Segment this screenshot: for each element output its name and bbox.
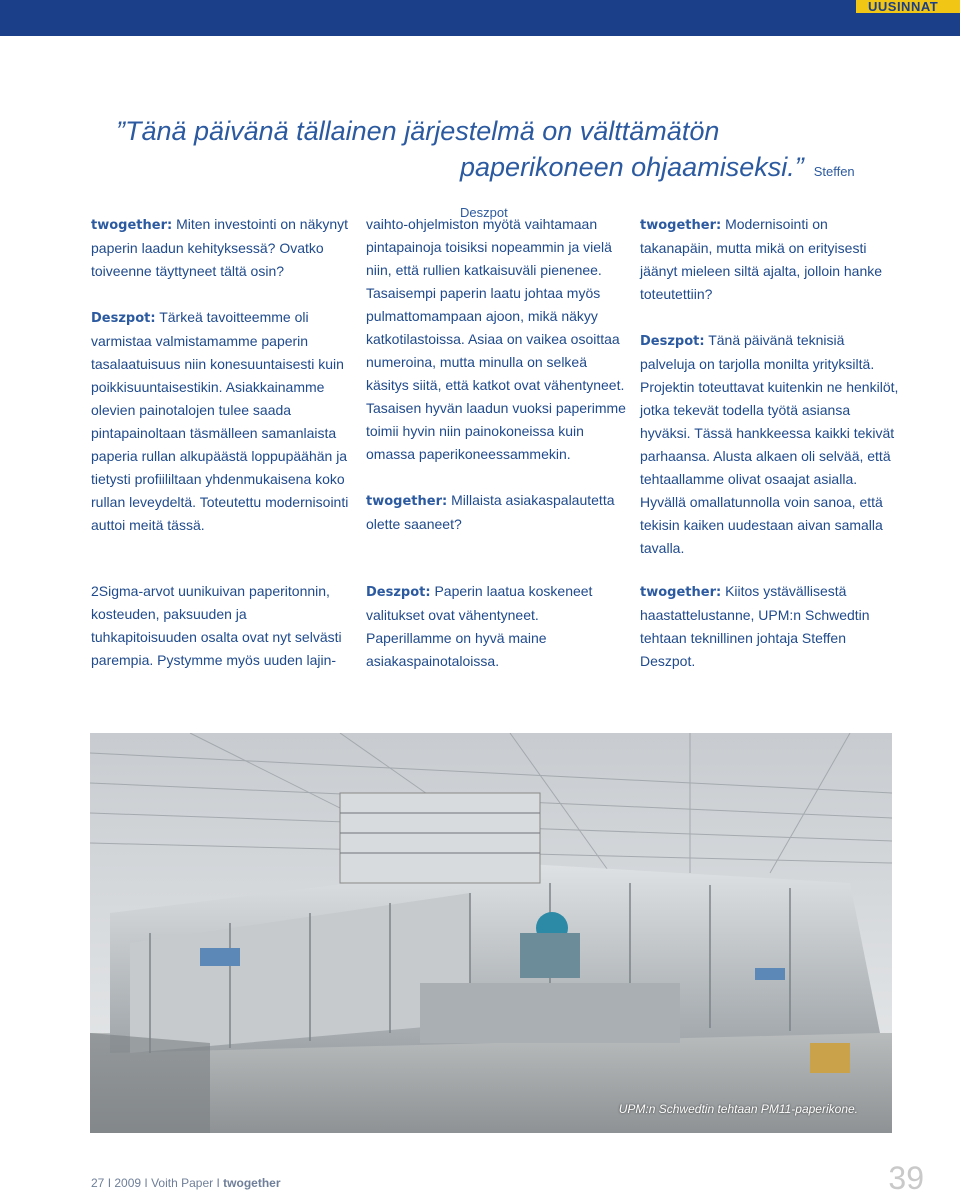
publisher: Voith Paper bbox=[151, 1176, 214, 1190]
column-3 bbox=[640, 213, 902, 560]
separator: I bbox=[213, 1176, 224, 1190]
speaker-label: twogether: bbox=[640, 218, 722, 233]
speaker-label: Deszpot: bbox=[640, 334, 705, 349]
separator: I bbox=[141, 1176, 152, 1190]
paragraph-text: Tänä päivänä teknisiä palveluja on tarjolla monilta yrityksiltä. Projektin toteuttavat kuitenkin ne henkilöt, jotka tekevät todella työtä asiansa hyväksi. Tässä hankkeessa kaikki tekivät parhaansa. Alusta alkaen oli selvää, että tehtaallamme olivat osaajat asialla. Hyvällä omallatunnolla voin sanoa, että tekisin kaiken uudestaan aivan samalla tavalla. bbox=[640, 332, 899, 556]
separator: I bbox=[104, 1176, 115, 1190]
paragraph bbox=[640, 580, 902, 673]
paper-machine-illustration bbox=[90, 733, 892, 1133]
footer bbox=[91, 1176, 281, 1190]
speaker-label: Deszpot: bbox=[366, 585, 431, 600]
paragraph bbox=[91, 580, 353, 672]
paragraph-text: Tärkeä tavoitteemme oli varmistaa valmistamamme paperin tasalaatuisuus niin konesuuntaisesti kuin poikkisuuntaisestikin. Asiakkainamme olevien painotalojen tulee saada pintapainoltaan täsmälleen samanlaista paperia rullan alkupäästä loppupäähän ja tietysti profiililtaan yhdenmukaisena koko rullan leveydeltä. Toteutettu modernisointi auttoi meitä tässä. bbox=[91, 309, 349, 533]
column-1 bbox=[91, 213, 353, 537]
pull-quote-line-2-text: paperikoneen ohjaamiseksi.” bbox=[460, 152, 804, 182]
page-number: 39 bbox=[888, 1160, 924, 1196]
speaker-label: twogether: bbox=[366, 494, 448, 509]
column-2-lower bbox=[366, 580, 628, 673]
speaker-label: twogether: bbox=[640, 585, 722, 600]
quote-author: Steffen Deszpot bbox=[460, 164, 855, 220]
paragraph-text: Millaista asiakaspalautetta olette saaneet? bbox=[366, 492, 615, 532]
paragraph-text: Modernisointi on takanapäin, mutta mikä on erityisesti jäänyt mieleen siltä ajalta, jolloin hanke toteutettiin? bbox=[640, 216, 883, 302]
top-bar bbox=[0, 0, 960, 36]
paragraph bbox=[91, 213, 353, 283]
speaker-label: Deszpot: bbox=[91, 311, 156, 326]
paragraph bbox=[366, 489, 628, 536]
section-label: UUSINNAT bbox=[856, 0, 960, 13]
paragraph-text: 2Sigma-arvot uunikuivan paperitonnin, kosteuden, paksuuden ja tuhkapitoisuuden osalta ovat nyt selvästi parempia. Pystymme myös uuden lajin- bbox=[91, 583, 342, 668]
paragraph-text: vaihto-ohjelmiston myötä vaihtamaan pintapainoja toisiksi nopeammin ja vielä niin, että rullien katkaisuväli pienenee. Tasaisempi paperin laatu johtaa myös pulmattomampaan ajoon, mikä näkyy katkotilastoissa. Asiaa on vaikea osoittaa numeroina, mutta minulla on selkeä käsitys siitä, että katkot ovat vähentyneet. Tasaisen hyvän laadun vuoksi paperimme toimii hyvin niin painokoneissa kuin omassa paperikoneessammekin. bbox=[366, 216, 626, 462]
paragraph bbox=[366, 580, 628, 673]
magazine-brand: twogether bbox=[223, 1176, 281, 1190]
paragraph bbox=[640, 329, 902, 560]
speaker-label: twogether: bbox=[91, 218, 173, 233]
paragraph-text: Paperin laatua koskeneet valitukset ovat vähentyneet. Paperillamme on hyvä maine asiakaspainotaloissa. bbox=[366, 583, 593, 669]
paragraph bbox=[640, 213, 902, 306]
issue-number: 27 bbox=[91, 1176, 105, 1190]
column-1-lower bbox=[91, 580, 353, 672]
pull-quote-line-1: ”Tänä päivänä tällainen järjestelmä on välttämätön bbox=[116, 116, 720, 146]
year: 2009 bbox=[114, 1176, 142, 1190]
paper-machine-photo bbox=[90, 733, 892, 1133]
paragraph bbox=[366, 213, 628, 466]
paragraph bbox=[91, 306, 353, 537]
column-2 bbox=[366, 213, 628, 536]
paragraph-text: Miten investointi on näkynyt paperin laadun kehityksessä? Ovatko toiveenne täyttyneet tältä osin? bbox=[91, 216, 349, 279]
photo-caption: UPM:n Schwedtin tehtaan PM11-paperikone. bbox=[618, 1102, 858, 1116]
paragraph-text: Kiitos ystävällisestä haastattelustanne, UPM:n Schwedtin tehtaan teknillinen johtaja Steffen Deszpot. bbox=[640, 583, 870, 669]
column-3-lower bbox=[640, 580, 902, 673]
